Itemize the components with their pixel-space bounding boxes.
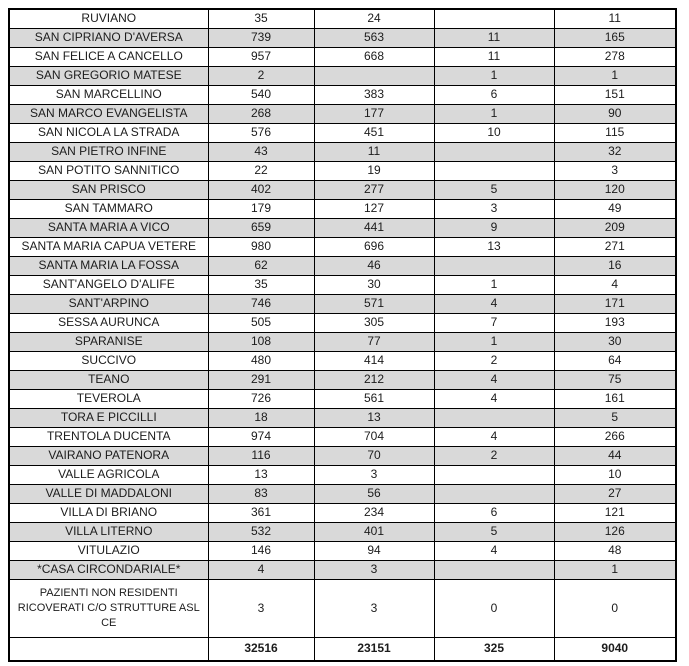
table-row [9,162,676,181]
value-cell-3: 3 [434,200,554,219]
value-cell-4: 30 [554,333,676,352]
value-cell-4: 115 [554,124,676,143]
value-cell-4: 209 [554,219,676,238]
municipality-name-cell: TEANO [9,371,208,390]
table-row [9,390,676,409]
value-cell-1: 116 [208,447,314,466]
value-cell-2: 127 [314,200,434,219]
table-row [9,29,676,48]
value-cell-1: 35 [208,276,314,295]
value-cell-2: 383 [314,86,434,105]
value-cell-3 [434,162,554,181]
value-cell-4: 171 [554,295,676,314]
value-cell-4: 48 [554,542,676,561]
value-cell-1: 32516 [208,638,314,662]
value-cell-3: 2 [434,352,554,371]
value-cell-4: 10 [554,466,676,485]
municipality-name-cell: VITULAZIO [9,542,208,561]
municipality-name-cell: SAN PRISCO [9,181,208,200]
table-row [9,238,676,257]
value-cell-1: 726 [208,390,314,409]
value-cell-3: 4 [434,428,554,447]
value-cell-4: 121 [554,504,676,523]
municipality-name-cell: SAN MARCO EVANGELISTA [9,105,208,124]
value-cell-1: 505 [208,314,314,333]
value-cell-3: 13 [434,238,554,257]
value-cell-2: 441 [314,219,434,238]
municipality-name-cell: SPARANISE [9,333,208,352]
municipality-name-cell: TORA E PICCILLI [9,409,208,428]
value-cell-3: 11 [434,29,554,48]
value-cell-1: 268 [208,105,314,124]
value-cell-3: 2 [434,447,554,466]
value-cell-3: 4 [434,542,554,561]
value-cell-3: 6 [434,504,554,523]
value-cell-2: 23151 [314,638,434,662]
value-cell-2: 696 [314,238,434,257]
value-cell-3 [434,466,554,485]
table-row [9,48,676,67]
value-cell-3 [434,257,554,276]
value-cell-3: 10 [434,124,554,143]
value-cell-1: 146 [208,542,314,561]
municipality-name-cell: SAN TAMMARO [9,200,208,219]
value-cell-3: 4 [434,371,554,390]
value-cell-3: 4 [434,390,554,409]
value-cell-2: 56 [314,485,434,504]
table-row [9,638,676,662]
value-cell-2: 46 [314,257,434,276]
table-row [9,86,676,105]
table-row [9,219,676,238]
value-cell-4: 32 [554,143,676,162]
table-row [9,333,676,352]
value-cell-1: 179 [208,200,314,219]
table-row [9,295,676,314]
value-cell-3 [434,9,554,29]
value-cell-2: 3 [314,466,434,485]
value-cell-1: 980 [208,238,314,257]
value-cell-3: 0 [434,580,554,638]
table-row [9,523,676,542]
value-cell-3: 1 [434,67,554,86]
municipality-name-cell: SANTA MARIA LA FOSSA [9,257,208,276]
municipality-name-cell: PAZIENTI NON RESIDENTI RICOVERATI C/O STRUTTURE ASL CE [9,580,208,638]
municipality-name-cell: VILLA DI BRIANO [9,504,208,523]
value-cell-2: 177 [314,105,434,124]
value-cell-2: 3 [314,580,434,638]
value-cell-3: 5 [434,523,554,542]
value-cell-2: 414 [314,352,434,371]
municipality-name-cell: SAN GREGORIO MATESE [9,67,208,86]
municipality-name-cell: VAIRANO PATENORA [9,447,208,466]
municipality-name-cell: TEVEROLA [9,390,208,409]
value-cell-2: 401 [314,523,434,542]
value-cell-4: 9040 [554,638,676,662]
value-cell-1: 291 [208,371,314,390]
table-row [9,257,676,276]
municipality-name-cell: RUVIANO [9,9,208,29]
value-cell-2: 668 [314,48,434,67]
value-cell-2: 24 [314,9,434,29]
value-cell-2: 11 [314,143,434,162]
value-cell-2: 77 [314,333,434,352]
value-cell-1: 532 [208,523,314,542]
value-cell-4: 0 [554,580,676,638]
table-row [9,542,676,561]
value-cell-4: 44 [554,447,676,466]
municipality-name-cell: SANTA MARIA CAPUA VETERE [9,238,208,257]
municipality-name-cell: SAN PIETRO INFINE [9,143,208,162]
value-cell-2: 305 [314,314,434,333]
value-cell-4: 64 [554,352,676,371]
value-cell-3: 1 [434,333,554,352]
value-cell-4: 1 [554,561,676,580]
value-cell-4: 271 [554,238,676,257]
value-cell-2: 561 [314,390,434,409]
value-cell-1: 13 [208,466,314,485]
value-cell-4: 75 [554,371,676,390]
value-cell-4: 120 [554,181,676,200]
value-cell-2: 3 [314,561,434,580]
table-row [9,447,676,466]
table-row [9,314,676,333]
value-cell-3 [434,485,554,504]
value-cell-1: 4 [208,561,314,580]
table-row [9,352,676,371]
value-cell-2: 563 [314,29,434,48]
value-cell-4: 126 [554,523,676,542]
value-cell-2: 13 [314,409,434,428]
municipality-name-cell: TRENTOLA DUCENTA [9,428,208,447]
value-cell-1: 659 [208,219,314,238]
table-row [9,105,676,124]
value-cell-1: 402 [208,181,314,200]
value-cell-1: 83 [208,485,314,504]
value-cell-4: 5 [554,409,676,428]
value-cell-1: 576 [208,124,314,143]
value-cell-1: 957 [208,48,314,67]
value-cell-3: 1 [434,276,554,295]
value-cell-2: 70 [314,447,434,466]
value-cell-3: 4 [434,295,554,314]
value-cell-4: 27 [554,485,676,504]
table-row [9,181,676,200]
value-cell-4: 49 [554,200,676,219]
value-cell-3: 325 [434,638,554,662]
value-cell-4: 161 [554,390,676,409]
table-row [9,9,676,29]
value-cell-2: 571 [314,295,434,314]
municipality-name-cell: SUCCIVO [9,352,208,371]
value-cell-3 [434,409,554,428]
value-cell-4: 266 [554,428,676,447]
value-cell-2: 704 [314,428,434,447]
table-row [9,371,676,390]
value-cell-4: 3 [554,162,676,181]
value-cell-2: 234 [314,504,434,523]
value-cell-1: 974 [208,428,314,447]
value-cell-3: 9 [434,219,554,238]
value-cell-2: 277 [314,181,434,200]
municipality-name-cell: VILLA LITERNO [9,523,208,542]
value-cell-2: 19 [314,162,434,181]
table-row [9,276,676,295]
municipality-name-cell: SAN POTITO SANNITICO [9,162,208,181]
value-cell-1: 540 [208,86,314,105]
table-row [9,580,676,638]
value-cell-2 [314,67,434,86]
municipality-name-cell: SESSA AURUNCA [9,314,208,333]
value-cell-1: 361 [208,504,314,523]
table-row [9,504,676,523]
value-cell-4: 90 [554,105,676,124]
municipality-name-cell: VALLE AGRICOLA [9,466,208,485]
value-cell-1: 43 [208,143,314,162]
value-cell-4: 16 [554,257,676,276]
table-row [9,124,676,143]
value-cell-3 [434,561,554,580]
municipality-name-cell: SANT'ARPINO [9,295,208,314]
value-cell-3 [434,143,554,162]
table-row [9,143,676,162]
municipality-name-cell: SANT'ANGELO D'ALIFE [9,276,208,295]
value-cell-4: 278 [554,48,676,67]
value-cell-3: 5 [434,181,554,200]
value-cell-4: 1 [554,67,676,86]
table-body [9,9,676,661]
value-cell-2: 451 [314,124,434,143]
municipality-name-cell: VALLE DI MADDALONI [9,485,208,504]
municipality-name-cell [9,638,208,662]
municipality-name-cell: SAN FELICE A CANCELLO [9,48,208,67]
municipality-name-cell: SAN MARCELLINO [9,86,208,105]
value-cell-1: 35 [208,9,314,29]
table-row [9,200,676,219]
value-cell-3: 6 [434,86,554,105]
value-cell-4: 151 [554,86,676,105]
table-row [9,67,676,86]
value-cell-3: 11 [434,48,554,67]
value-cell-1: 480 [208,352,314,371]
value-cell-1: 18 [208,409,314,428]
value-cell-1: 22 [208,162,314,181]
value-cell-4: 11 [554,9,676,29]
table-row [9,409,676,428]
municipality-name-cell: SANTA MARIA A VICO [9,219,208,238]
municipality-name-cell: *CASA CIRCONDARIALE* [9,561,208,580]
value-cell-1: 108 [208,333,314,352]
value-cell-4: 193 [554,314,676,333]
municipality-name-cell: SAN NICOLA LA STRADA [9,124,208,143]
table-row [9,428,676,447]
value-cell-1: 3 [208,580,314,638]
value-cell-2: 212 [314,371,434,390]
value-cell-4: 4 [554,276,676,295]
municipality-name-cell: SAN CIPRIANO D'AVERSA [9,29,208,48]
table-row [9,466,676,485]
municipality-data-table [8,8,677,662]
value-cell-4: 165 [554,29,676,48]
value-cell-3: 7 [434,314,554,333]
value-cell-2: 30 [314,276,434,295]
value-cell-1: 2 [208,67,314,86]
value-cell-3: 1 [434,105,554,124]
table-row [9,561,676,580]
value-cell-1: 62 [208,257,314,276]
table-row [9,485,676,504]
value-cell-2: 94 [314,542,434,561]
value-cell-1: 746 [208,295,314,314]
value-cell-1: 739 [208,29,314,48]
